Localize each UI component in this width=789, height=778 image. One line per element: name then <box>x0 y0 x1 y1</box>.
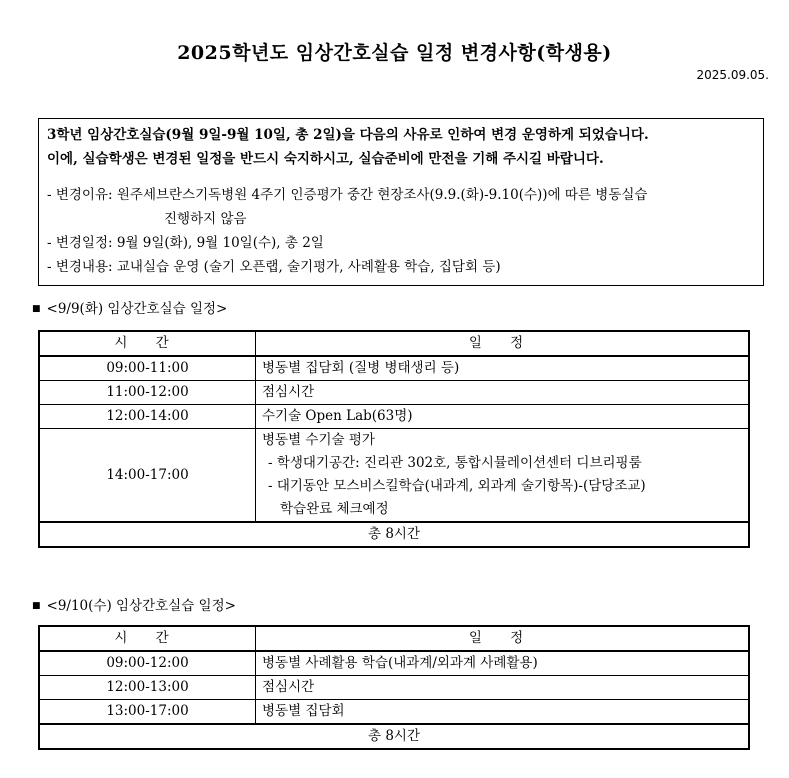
notice-intro-line1: 3학년 임상간호실습(9월 9일-9월 10일, 총 2일)을 다음의 사유로 인하여 변경 운영하게 되었습니다. <box>47 127 649 143</box>
table-row <box>39 405 749 429</box>
table-row <box>39 700 749 725</box>
header-schedule: 일 정 <box>256 331 750 356</box>
header-time: 시 간 <box>39 626 256 651</box>
notice-intro-line2: 이에, 실습학생은 변경된 일정을 반드시 숙지하시고, 실습준비에 만전을 기해 주시길 바랍니다. <box>47 151 604 167</box>
notice-spacer <box>47 171 755 183</box>
time-cell: 13:00-17:00 <box>39 700 256 725</box>
time-cell: 14:00-17:00 <box>39 429 256 523</box>
time-cell: 09:00-12:00 <box>39 651 256 676</box>
total-cell: 총 8시간 <box>39 522 749 547</box>
notice-content: - 변경내용: 교내실습 운영 (술기 오픈랩, 술기평가, 사례활용 학습, 집담회 등) <box>47 259 501 275</box>
desc-cell: 병동별 집담회 (질병 병태생리 등) <box>256 356 750 381</box>
day1-schedule-table <box>38 330 750 548</box>
desc-line: - 학생대기공간: 진리관 302호, 통합시뮬레이션센터 디브리핑룸 <box>268 455 642 471</box>
desc-cell: 점심시간 <box>256 676 750 700</box>
time-cell: 11:00-12:00 <box>39 381 256 405</box>
document-date: 2025.09.05. <box>696 68 769 82</box>
desc-cell: 수기술 Open Lab(63명) <box>256 405 750 429</box>
desc-line: - 대기동안 모스비스킬학습(내과계, 외과계 술기항목)-(담당조교) <box>268 478 646 494</box>
header-time: 시 간 <box>39 331 256 356</box>
desc-cell <box>256 429 750 523</box>
total-cell: 총 8시간 <box>39 724 749 749</box>
total-row <box>39 522 749 547</box>
day1-label-text: <9/9(화) 임상간호실습 일정> <box>46 301 228 317</box>
day2-label-text: <9/10(수) 임상간호실습 일정> <box>46 598 236 614</box>
day2-section-label <box>32 594 236 614</box>
desc-line: 병동별 수기술 평가 <box>262 432 375 448</box>
header-schedule: 일 정 <box>256 626 750 651</box>
desc-cell: 점심시간 <box>256 381 750 405</box>
bullet-icon: ■ <box>32 601 41 611</box>
notice-box <box>38 118 764 286</box>
notice-schedule: - 변경일정: 9월 9일(화), 9월 10일(수), 총 2일 <box>47 235 324 251</box>
desc-line: 학습완료 체크예정 <box>280 501 389 517</box>
bullet-icon: ■ <box>32 304 41 314</box>
time-cell: 12:00-13:00 <box>39 676 256 700</box>
time-cell: 09:00-11:00 <box>39 356 256 381</box>
table-row <box>39 676 749 700</box>
desc-cell: 병동별 집담회 <box>256 700 750 725</box>
page-title: 2025학년도 임상간호실습 일정 변경사항(학생용) <box>177 42 612 64</box>
table-row <box>39 429 749 523</box>
time-cell: 12:00-14:00 <box>39 405 256 429</box>
table-row <box>39 381 749 405</box>
day1-section-label <box>32 297 227 317</box>
table-row <box>39 356 749 381</box>
table-header-row <box>39 626 749 651</box>
table-row <box>39 651 749 676</box>
table-header-row <box>39 331 749 356</box>
desc-cell: 병동별 사례활용 학습(내과계/외과계 사례활용) <box>256 651 750 676</box>
notice-reason-continued: 진행하지 않음 <box>164 211 247 227</box>
notice-reason: - 변경이유: 원주세브란스기독병원 4주기 인증평가 중간 현장조사(9.9.(화)-9.10(수))에 따른 병동실습 <box>47 187 648 203</box>
total-row <box>39 724 749 749</box>
day2-schedule-table <box>38 625 750 750</box>
